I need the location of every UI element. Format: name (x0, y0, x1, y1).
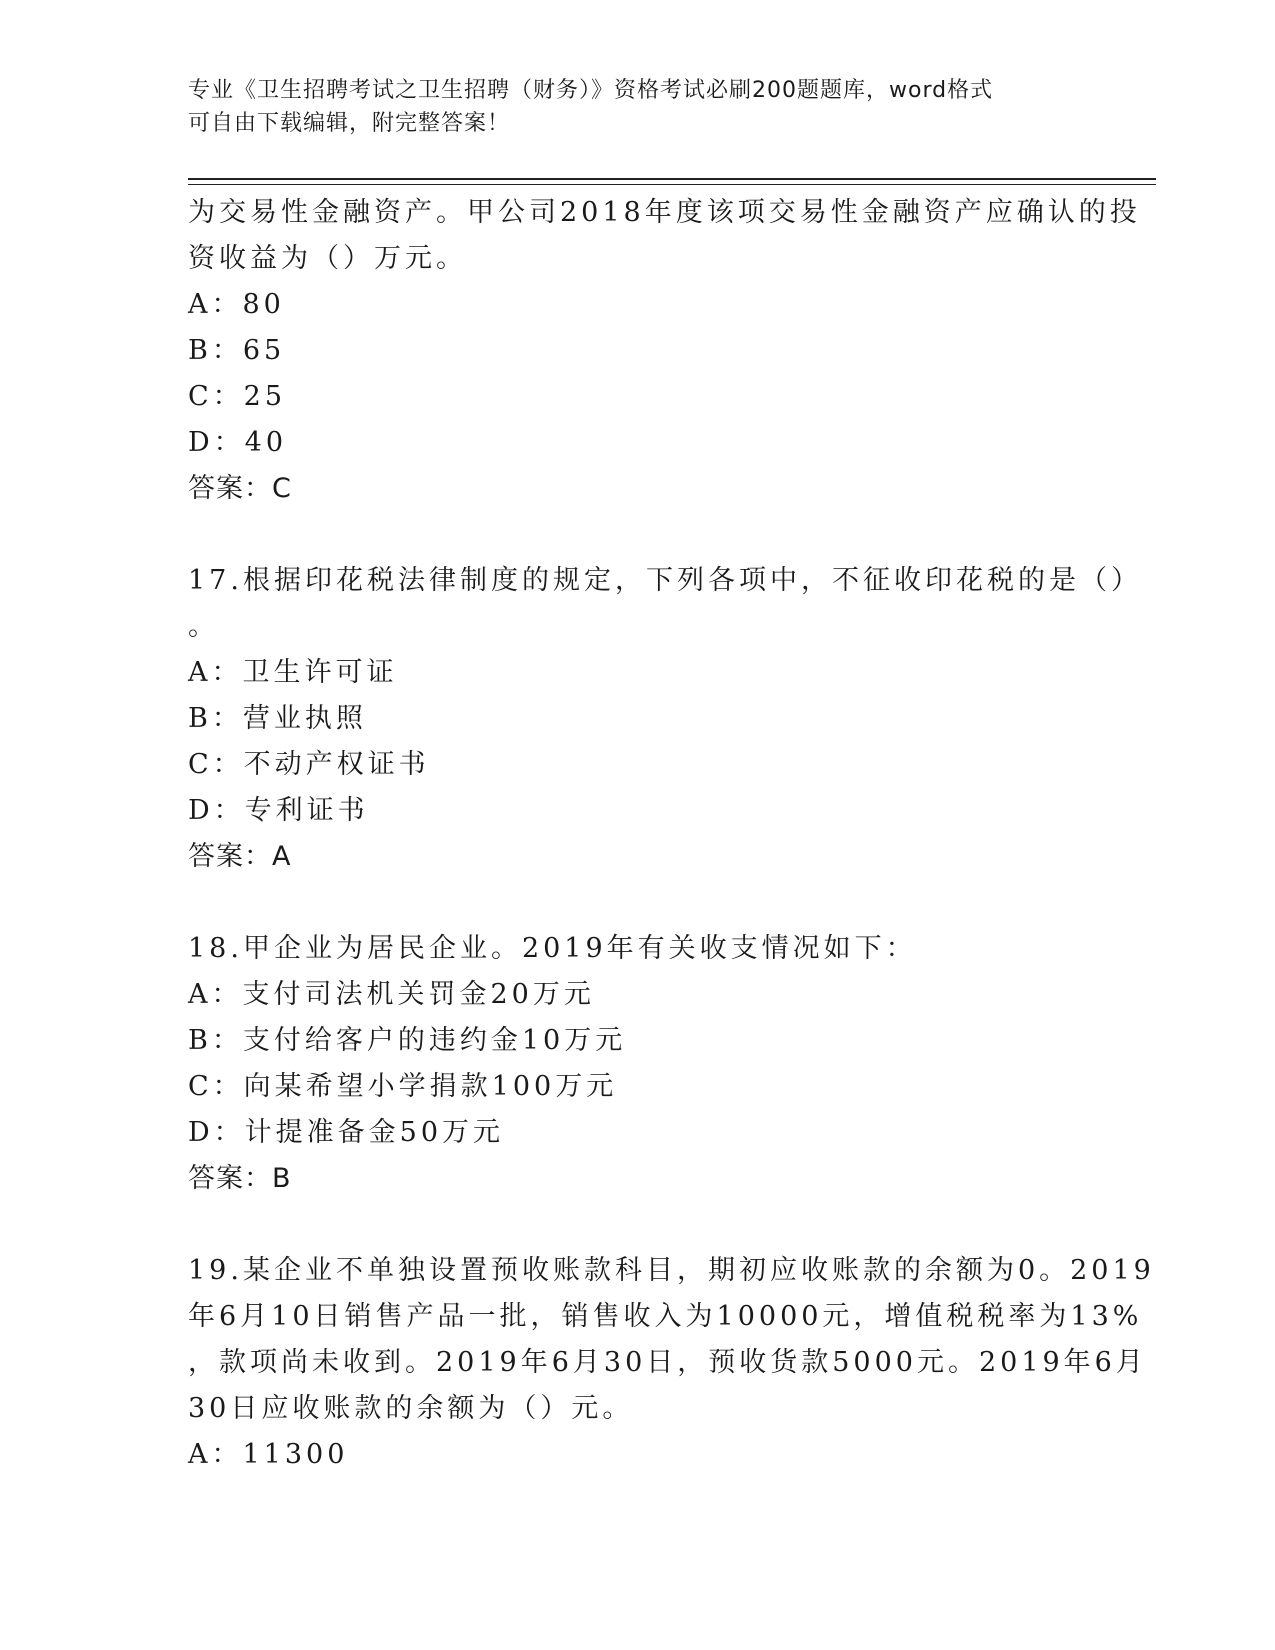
option-a: A：卫生许可证 (188, 657, 398, 688)
spacer (188, 880, 1078, 926)
question-stem: 18.甲企业为居民企业。2019年有关收支情况如下： (188, 933, 917, 964)
question-stem: 年6月10日销售产品一批，销售收入为10000元，增值税税率为13% (188, 1301, 1143, 1332)
document-header (188, 74, 1068, 140)
question-18 (188, 926, 1078, 1202)
header-divider-thick (188, 178, 1156, 180)
option-c: C：不动产权证书 (188, 749, 430, 780)
question-stem: 30日应收账款的余额为（）元。 (188, 1393, 634, 1424)
answer-label: 答案：B (188, 1163, 292, 1194)
option-a: A：80 (188, 289, 285, 320)
option-d: D：计提准备金50万元 (188, 1117, 505, 1148)
option-b: B：营业执照 (188, 703, 367, 734)
question-stem: 17.根据印花税法律制度的规定，下列各项中，不征收印花税的是（） (188, 565, 1142, 596)
option-d: D：专利证书 (188, 795, 369, 826)
option-a: A：11300 (188, 1439, 349, 1470)
question-19 (188, 1248, 1155, 1478)
question-stem: 为交易性金融资产。甲公司2018年度该项交易性金融资产应确认的投 (188, 197, 1141, 228)
option-b: B：65 (188, 335, 286, 366)
question-stem: 资收益为（）万元。 (188, 243, 467, 274)
header-line-2: 可自由下载编辑，附完整答案！ (188, 111, 511, 136)
spacer (188, 512, 1078, 558)
header-divider-thin (188, 184, 1156, 185)
answer-label: 答案：A (188, 841, 292, 872)
spacer (188, 1202, 1078, 1248)
question-16 (188, 190, 1141, 512)
option-c: C：25 (188, 381, 287, 412)
question-stem: ，款项尚未收到。2019年6月30日，预收货款5000元。2019年6月 (188, 1347, 1147, 1378)
option-c: C：向某希望小学捐款100万元 (188, 1071, 618, 1102)
question-17 (188, 558, 1142, 880)
answer-label: 答案：C (188, 473, 292, 504)
question-stem: 。 (188, 611, 219, 642)
header-line-1: 专业《卫生招聘考试之卫生招聘（财务）》资格考试必刷200题题库，word格式 (188, 78, 994, 103)
question-stem: 19.某企业不单独设置预收账款科目，期初应收账款的余额为0。2019 (188, 1255, 1155, 1286)
option-a: A：支付司法机关罚金20万元 (188, 979, 595, 1010)
question-list (188, 190, 1155, 1478)
option-b: B：支付给客户的违约金10万元 (188, 1025, 627, 1056)
option-d: D：40 (188, 427, 288, 458)
